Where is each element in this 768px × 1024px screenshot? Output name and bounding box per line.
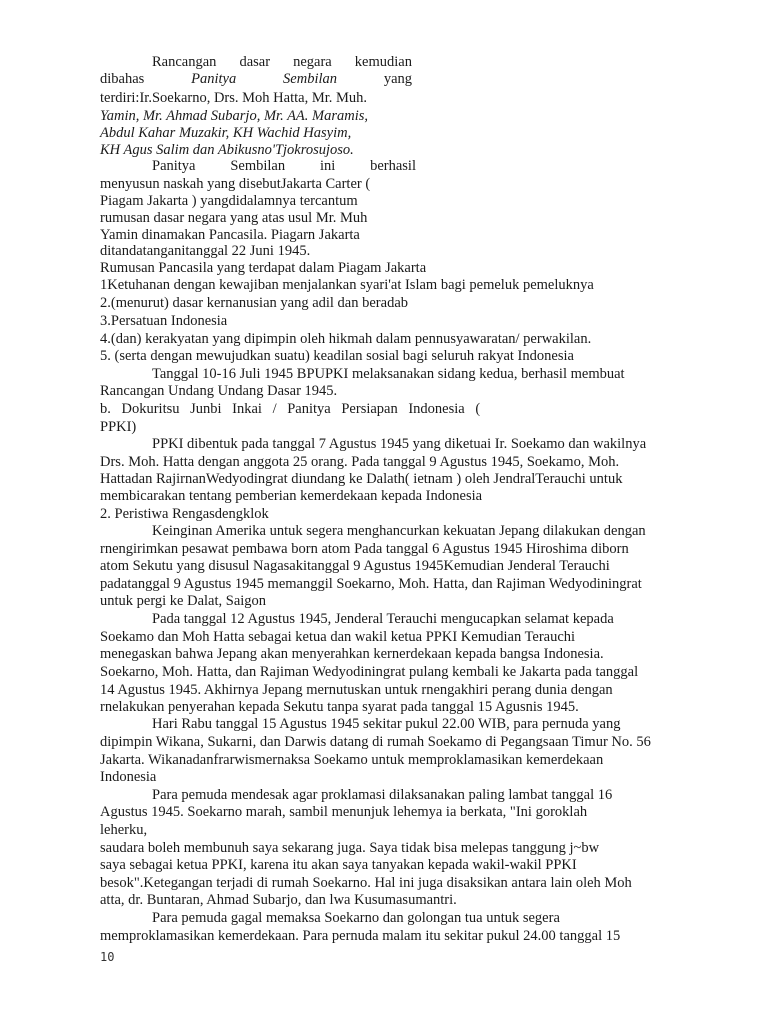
list-item: 2.(menurut) dasar kernanusian yang adil dan beradab (100, 295, 409, 311)
text-line: atom Sekutu yang disusul Nagasakitanggal 9 Agustus 1945Kemudian Jenderal Terauchi (100, 558, 610, 574)
column-line: Panitya Sembilan ini berhasil (152, 158, 416, 174)
page-number: 10 (100, 950, 115, 964)
text-line: Para pemuda mendesak agar proklamasi dilaksanakan paling lambat tanggal 16 (152, 787, 613, 803)
text-line: Indonesia (100, 769, 157, 785)
list-item: 3.Persatuan Indonesia (100, 313, 228, 329)
text-line: saya sebagai ketua PPKI, karena itu akan saya tanyakan kepada wakil-wakil PPKI (100, 857, 577, 873)
section-heading-ppki: PPKI) (100, 419, 137, 435)
list-item: 1Ketuhanan dengan kewajiban menjalankan syari'at Islam bagi pemeluk pemeluknya (100, 277, 594, 293)
column-line: Piagam Jakarta ) yangdidalamnya tercantum (100, 193, 358, 209)
text-line: Soekarno, Moh. Hatta, dan Rajiman Wedyodiningrat pulang kembali ke Jakarta pada tanggal (100, 664, 639, 680)
column-line: ditandatanganitanggal 22 Juni 1945. (100, 243, 311, 259)
text-line: Drs. Moh. Hatta dengan anggota 25 orang. Pada tanggal 9 Agustus 1945, Soekamo, Moh. (100, 454, 620, 470)
text-line: PPKI dibentuk pada tanggal 7 Agustus 1945 yang diketuai Ir. Soekamo dan wakilnya (152, 436, 647, 452)
text-line: Soekamo dan Moh Hatta sebagai ketua dan wakil ketua PPKI Kemudian Terauchi (100, 629, 576, 645)
column-line: rumusan dasar negara yang atas usul Mr. Muh (100, 210, 368, 226)
text-line: untuk pergi ke Dalat, Saigon (100, 593, 267, 609)
text-line: memproklamasikan kemerdekaan. Para pernuda malam itu sekitar pukul 24.00 tanggal 15 (100, 928, 621, 944)
column-line: Rancangan dasar negara kemudian (152, 54, 412, 70)
text-line: Agustus 1945. Soekarno marah, sambil menunjuk lehemya ia berkata, "Ini goroklah (100, 804, 588, 820)
column-line: terdiri:Ir.Soekarno, Drs. Moh Hatta, Mr. Muh. (100, 90, 368, 106)
text-line: Rancangan Undang Undang Dasar 1945. (100, 383, 338, 399)
text-line: Tanggal 10-16 Juli 1945 BPUPKI melaksanakan sidang kedua, berhasil membuat (152, 366, 625, 382)
text-line: Pada tanggal 12 Agustus 1945, Jenderal Terauchi mengucapkan selamat kepada (152, 611, 614, 627)
heading-rumusan: Rumusan Pancasila yang terdapat dalam Piagam Jakarta (100, 260, 427, 276)
column-line: Abdul Kahar Muzakir, KH Wachid Hasyim, (100, 125, 352, 141)
text-line: Para pemuda gagal memaksa Soekarno dan golongan tua untuk segera (152, 910, 560, 926)
text-line: Hari Rabu tanggal 15 Agustus 1945 sekitar pukul 22.00 WIB, para pernuda yang (152, 716, 621, 732)
text-line: rnelakukan penyerahan kepada Sekutu tanpa syarat pada tanggal 15 Agusnis 1945. (100, 699, 579, 715)
column-line: dibahas Panitya Sembilan yang (100, 71, 412, 87)
text-line: atta, dr. Buntaran, Ahmad Subarjo, dan lwa Kusumasumantri. (100, 892, 457, 908)
section-heading-ppki: b. Dokuritsu Junbi Inkai / Panitya Persiapan Indonesia ( (100, 401, 481, 417)
column-line: KH Agus Salim dan Abikusno'Tjokrosujoso. (100, 142, 354, 158)
list-item: 5. (serta dengan mewujudkan suatu) keadilan sosial bagi seluruh rakyat Indonesia (100, 348, 574, 364)
text-line: membicarakan tentang pemberian kemerdekaan kepada Indonesia (100, 488, 483, 504)
text-line: dipimpin Wikana, Sukarni, dan Darwis datang di rumah Soekamo di Pegangsaan Timur No. 56 (100, 734, 651, 750)
text-line: 14 Agustus 1945. Akhirnya Jepang mernutuskan untuk rnengakhiri perang dunia dengan (100, 682, 613, 698)
section-heading-rengasdengklok: 2. Peristiwa Rengasdengklok (100, 506, 269, 522)
text-line: padatanggal 9 Agustus 1945 memanggil Soekarno, Moh. Hatta, dan Rajiman Wedyodiningrat (100, 576, 642, 592)
text-line: saudara boleh membunuh saya sekarang juga. Saya tidak bisa melepas tanggung j~bw (100, 840, 600, 856)
column-line: menyusun naskah yang disebutJakarta Carter ( (100, 176, 371, 192)
text-line: leherku, (100, 822, 148, 838)
text-line: Hattadan RajirnanWedyodingrat diundang ke Dalath( ietnam ) oleh JendralTerauchi untuk (100, 471, 623, 487)
text-line: menegaskan bahwa Jepang akan menyerahkan kernerdekaan kepada bangsa Indonesia. (100, 646, 604, 662)
column-line: Yamin dinamakan Pancasila. Piagarn Jakarta (100, 227, 360, 243)
text-line: rnengirimkan pesawat pembawa born atom Pada tanggal 6 Agustus 1945 Hiroshima diborn (100, 541, 629, 557)
list-item: 4.(dan) kerakyatan yang dipimpin oleh hikmah dalam pennusyawaratan/ perwakilan. (100, 331, 592, 347)
text-line: Keinginan Amerika untuk segera menghancurkan kekuatan Jepang dilakukan dengan (152, 523, 646, 539)
column-line: Yamin, Mr. Ahmad Subarjo, Mr. AA. Maramis, (100, 108, 369, 124)
text-line: Jakarta. Wikanadanfrarwismernaksa Soekamo untuk memproklamasikan kemerdekaan (100, 752, 604, 768)
text-line: besok".Ketegangan terjadi di rumah Soekarno. Hal ini juga disaksikan antara lain oleh Moh (100, 875, 632, 891)
